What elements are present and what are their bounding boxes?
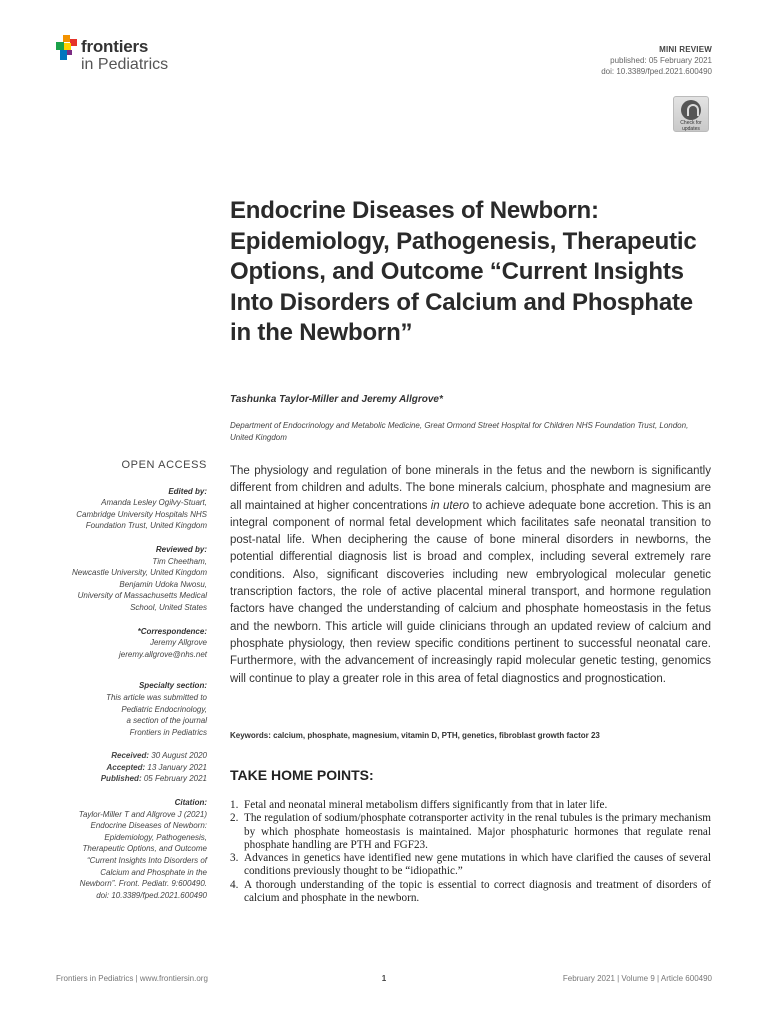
list-item [230,852,711,879]
author-affiliation: Department of Endocrinology and Metabolic Medicine, Great Ormond Street Hospital for Children NHS Foundation Trust, London, United Kingdom [230,421,689,442]
specialty-line: Frontiers in Pediatrics [129,727,207,737]
dates-section [56,750,207,785]
specialty-label: Specialty section: [138,681,207,691]
list-item-number: 4. [230,878,239,891]
abstract-italic: in utero [430,499,470,512]
article-type: MINI REVIEW [659,45,712,54]
check-for-updates-line2: updates [682,126,700,132]
editor-line: Amanda Lesley Ogilvy-Stuart, [101,498,207,508]
reviewer-line: School, United States [130,602,207,612]
take-home-list [230,799,711,905]
list-item-number: 1. [230,799,239,811]
specialty-line: Pediatric Endocrinology, [121,704,207,714]
received-label: Received: [111,751,150,761]
list-item [230,879,711,906]
specialty-line: This article was submitted to [106,692,207,702]
editor-line: Foundation Trust, United Kingdom [85,521,207,531]
accepted-label: Accepted: [106,762,146,772]
citation-line: Taylor-Miller T and Allgrove J (2021) [78,809,207,819]
correspondence-name: Jeremy Allgrove [149,638,207,648]
sidebar-published-date [56,773,207,785]
list-item-text: The regulation of sodium/phosphate cotransporter activity in the renal tubules is the primary mechanism by which phosphate homeostasis is maintained. Major phosphaturic hormones that regulate renal phosphate handling are PTH and FGF23. [244,812,711,851]
check-for-updates-button[interactable] [673,96,709,132]
abstract [230,463,711,688]
journal-brand: frontiers [81,37,149,56]
reviewed-by-section [56,544,207,614]
citation-line: Endocrine Diseases of Newborn: [90,821,207,831]
citation-line: Newborn”. Front. Pediatr. 9:600490. [79,879,207,889]
article-title: Endocrine Diseases of Newborn: Epidemiology, Pathogenesis, Therapeutic Options, and Outcome “Current Insights Into Disorders of Calcium and Phosphate in the Newborn” [230,197,697,346]
check-for-updates-icon [681,100,701,120]
received-value: 30 August 2020 [151,751,207,761]
editor-line: Cambridge University Hospitals NHS [76,509,207,519]
footer-issue-info: February 2021 | Volume 9 | Article 600490 [562,974,712,983]
citation-label: Citation: [174,798,207,808]
citation-line: Therapeutic Options, and Outcome [82,844,207,854]
abstract-text-1: The physiology and regulation of bone minerals in the fetus and the newborn is significantly different from children and adults. The bone minerals calcium, phosphate and magnesium are all maintained at higher concentrations [230,465,711,512]
edited-by-label: Edited by: [168,486,207,496]
footer-journal-link[interactable]: Frontiers in Pediatrics | www.frontiersin.org [56,974,208,983]
correspondence-section [56,626,207,661]
list-item-number: 2. [230,812,239,825]
reviewed-by-label: Reviewed by: [155,544,207,554]
reviewer-line: Benjamin Udoka Nwosu, [119,579,207,589]
check-for-updates-line1: Check for [680,120,702,126]
citation-section [56,797,207,901]
correspondence-email-link[interactable]: jeremy.allgrove@nhs.net [118,649,207,659]
open-access-label: OPEN ACCESS [121,459,207,471]
article-sidebar [56,460,207,913]
article-meta [601,44,712,77]
citation-line: Epidemiology, Pathogenesis, [104,832,207,842]
specialty-line: a section of the journal [126,716,207,726]
article-authors: Tashunka Taylor-Miller and Jeremy Allgrove* [230,394,443,405]
received-date [56,750,207,762]
published-label: Published: [100,774,142,784]
accepted-value: 13 January 2021 [147,762,207,772]
page-number: 1 [381,974,387,983]
accepted-date [56,762,207,774]
edited-by-section [56,486,207,532]
list-item-text: Advances in genetics have identified new gene mutations in which have clarified the causes of several conditions previously thought to be “idiopathic.” [244,852,711,878]
reviewer-line: Newcastle University, United Kingdom [71,568,207,578]
specialty-section [56,680,207,738]
reviewer-line: University of Massachusetts Medical [77,591,207,601]
published-value: 05 February 2021 [143,774,207,784]
header-doi[interactable]: doi: 10.3389/fped.2021.600490 [601,67,712,76]
reviewer-line: Tim Cheetham, [152,556,207,566]
journal-section: in Pediatrics [81,56,169,73]
abstract-text-2: to achieve adequate bone accretion. This is an integral component of normal fetal development which facilitates safe neonatal transition to post-natal life. When deciphering the cause of bone mineral disorders in newborns, the potential differential diagnosis list is broad and complex, including several extremely rare conditions. Also, significant discoveries including new embryological molecular genetic transcription factors, the role of active placental mineral transport, and hormone regulation factors have changed the understanding of calcium and phosphate homeostasis in the fetus and the newborn. This article will guide clinicians through an updated review of calcium and phosphate physiology, then review specific conditions pertinent to successful neonatal care. Furthermore, with the advancement of increasingly rapid molecular genetic testing, genomics will continue to play a greater role in this area of fetal diagnostics and prognostication. [230,499,712,685]
correspondence-label: *Correspondence: [137,626,207,636]
citation-doi-link[interactable]: doi: 10.3389/fped.2021.600490 [96,890,207,900]
citation-line: “Current Insights Into Disorders of [86,856,207,866]
journal-logo[interactable] [56,33,206,81]
list-item-number: 3. [230,852,239,865]
list-item-text: A thorough understanding of the topic is essential to correct diagnosis and treatment of disorders of calcium and phosphate in the newborn. [244,878,711,905]
list-item-text: Fetal and neonatal mineral metabolism differs significantly from that in later life. [244,799,608,811]
list-item [230,799,711,812]
take-home-heading: TAKE HOME POINTS: [230,767,374,783]
published-date: published: 05 February 2021 [610,56,712,65]
keywords: Keywords: calcium, phosphate, magnesium, vitamin D, PTH, genetics, fibroblast growth factor 23 [230,731,600,740]
list-item [230,812,711,852]
frontiers-logo-icon [56,35,78,61]
citation-line: Calcium and Phosphate in the [100,867,207,877]
